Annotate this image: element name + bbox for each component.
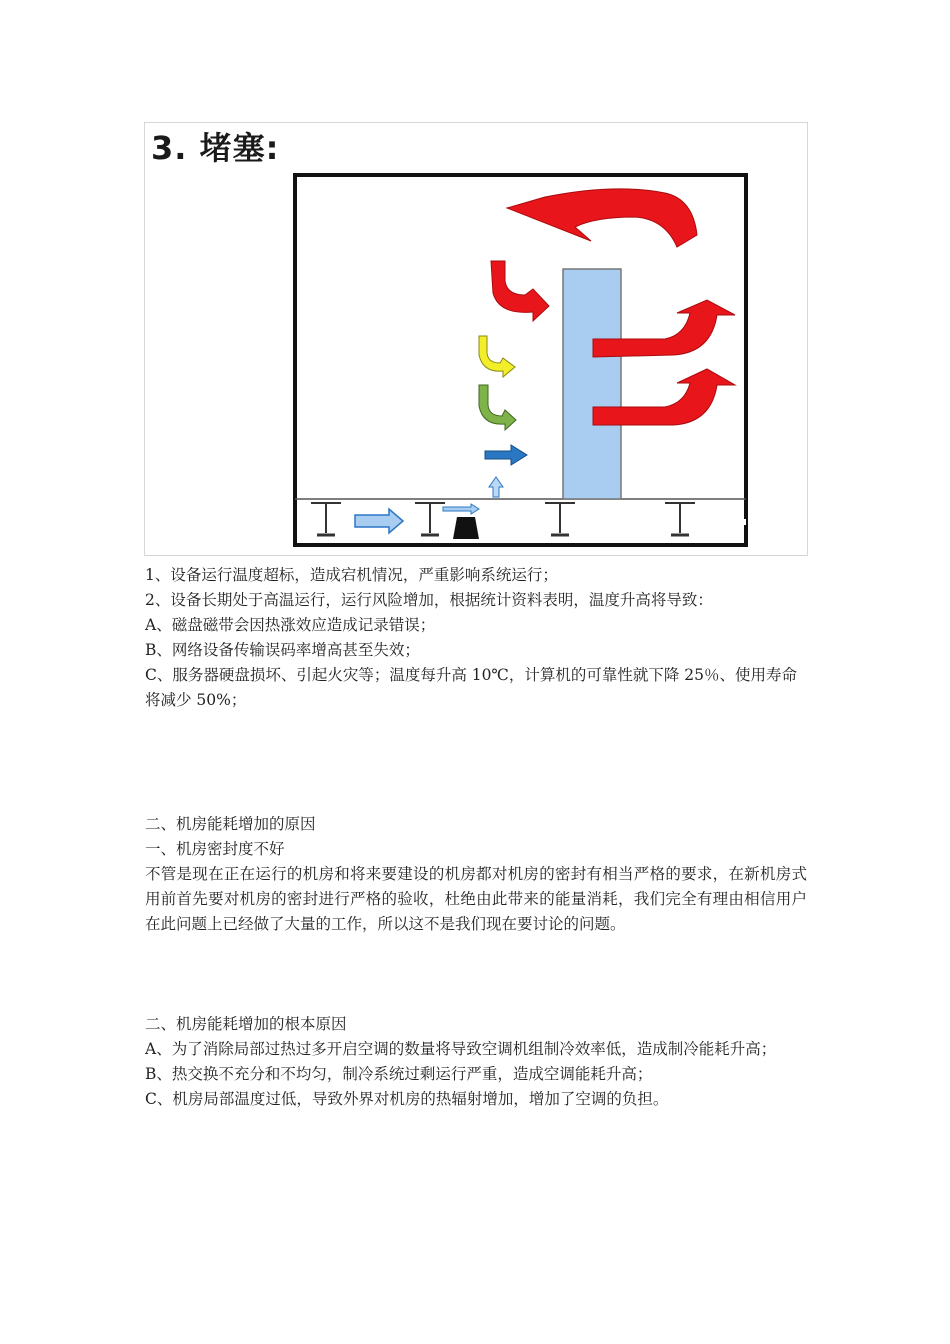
underfloor-air-arrow [355,509,403,533]
impact-item-b: B、网络设备传输误码率增高甚至失效； [145,641,420,659]
airflow-diagram [145,123,807,555]
root-cause-item-a: A、为了消除局部过热过多开启空调的数量将导致空调机组制冷效率低，造成制冷能耗升高； [145,1040,777,1058]
impact-list [145,563,807,713]
impact-item-c: C、服务器硬盘损坏、引起火灾等；温度每升高 10℃，计算机的可靠性就下降 25％、使用寿命将减少 50%； [145,666,798,709]
underfloor-small-arrow [443,504,479,514]
blue-cold-air-arrow [485,445,527,465]
impact-item-2: 2、设备长期处于高温运行，运行风险增加，根据统计资料表明，温度升高将导致： [145,591,713,609]
root-cause-heading: 二、机房能耗增加的根本原因 [145,1015,347,1033]
hot-air-recirculation-arrow [491,261,549,321]
figure-title: 3. 堵塞: [151,129,280,167]
impact-item-a: A、磁盘磁带会因热涨效应造成记录错误； [145,616,436,634]
obstruction-block [453,517,479,539]
green-airflow-arrow [479,385,516,430]
energy-cause-section [145,812,807,937]
server-rack [563,269,621,499]
floor-support-2 [415,503,445,535]
hot-air-return-arrow [507,189,697,247]
root-cause-item-c: C、机房局部温度过低，导致外界对机房的热辐射增加，增加了空调的负担。 [145,1090,669,1108]
section-heading: 二、机房能耗增加的原因 [145,815,316,833]
edge-mark [743,519,746,525]
root-cause-item-b: B、热交换不充分和不均匀，制冷系统过剩运行严重，造成空调能耗升高； [145,1065,653,1083]
yellow-airflow-arrow [479,336,515,377]
floor-support-4 [665,503,695,535]
floor-support-3 [545,503,575,535]
floor-up-arrow [489,477,503,497]
section-subheading: 一、机房密封度不好 [145,840,285,858]
airflow-figure [144,122,808,556]
floor-support-1 [311,503,341,535]
section-paragraph: 不管是现在正在运行的机房和将来要建设的机房都对机房的密封有相当严格的要求，在新机房式用前首先要对机房的密封进行严格的验收，杜绝由此带来的能量消耗，我们完全有理由相信用户在此问题上已经做了大量的工作，所以这不是我们现在要讨论的问题。 [145,865,807,933]
impact-item-1: 1、设备运行温度超标，造成宕机情况，严重影响系统运行； [145,566,558,584]
root-cause-section [145,1012,807,1112]
